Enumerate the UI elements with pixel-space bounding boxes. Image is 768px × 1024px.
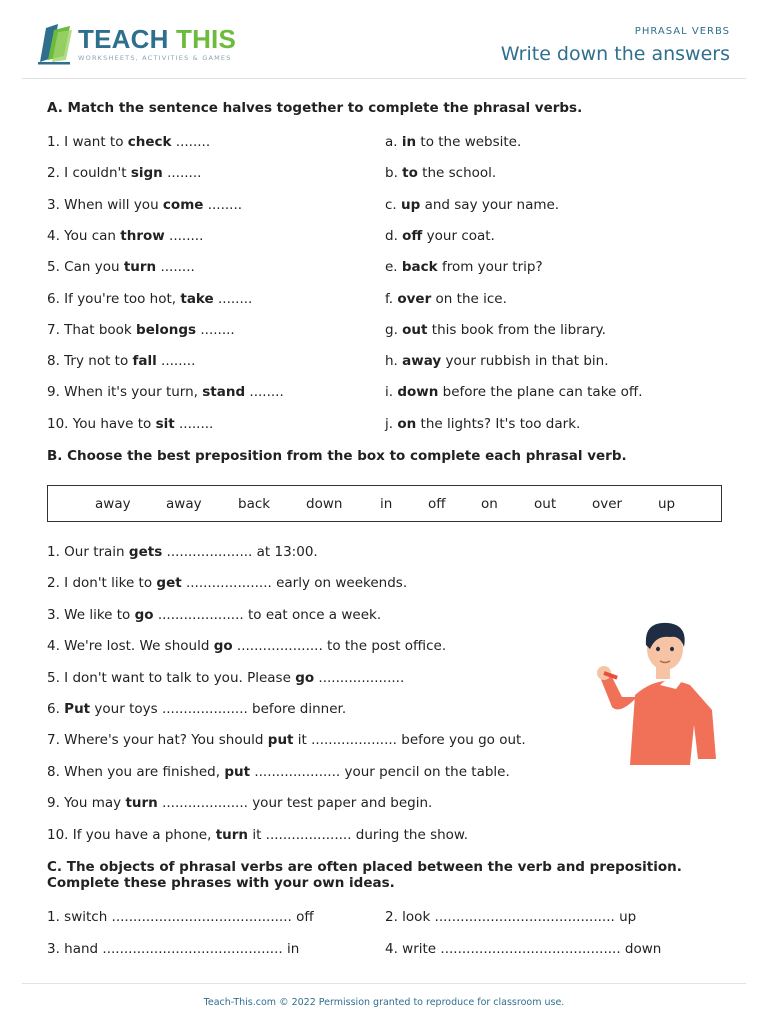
match-item-right: b. to the school.	[385, 165, 497, 182]
match-item-left: 1. I want to check ........	[47, 134, 211, 150]
section-c-title: C. The objects of phrasal verbs are often placed between the verb and preposition. Complete these phrases with your own ideas.	[47, 859, 682, 891]
fill-in-item: 7. Where's your hat? You should put it .................... before you go out.	[47, 732, 526, 749]
box-word: out	[534, 496, 557, 512]
fill-in-item: 6. Put your toys .................... before dinner.	[47, 701, 347, 717]
box-word: away	[95, 496, 131, 512]
match-item-left: 7. That book belongs ........	[47, 321, 235, 338]
match-item-left: 3. When will you come ........	[47, 196, 243, 213]
footer-copyright: Teach-This.com © 2022 Permission granted to reproduce for classroom use.	[22, 983, 746, 1008]
fill-in-item: 1. Our train gets .................... at 13:00.	[47, 544, 318, 560]
worksheet-category: PHRASAL VERBS	[634, 26, 730, 37]
fill-in-item: 9. You may turn .................... your test paper and begin.	[47, 795, 433, 812]
match-item-left: 9. When it's your turn, stand ........	[47, 384, 284, 401]
preposition-word-box	[47, 485, 722, 522]
section-a-title: A. Match the sentence halves together to complete the phrasal verbs.	[47, 100, 583, 116]
match-item-left: 10. You have to sit ........	[47, 415, 214, 432]
match-item-right: e. back from your trip?	[385, 259, 543, 276]
match-item-left: 8. Try not to fall ........	[47, 353, 196, 370]
phrase-item: 3. hand .......................................... in	[47, 941, 300, 957]
phrase-item: 1. switch .......................................... off	[47, 909, 314, 925]
match-item-right: f. over on the ice.	[385, 290, 507, 307]
box-word: down	[306, 496, 343, 512]
fill-in-item: 2. I don't like to get .................... early on weekends.	[47, 575, 408, 592]
fill-in-item: 3. We like to go .................... to eat once a week.	[47, 606, 382, 623]
match-item-right: j. on the lights? It's too dark.	[385, 415, 581, 432]
teach-this-logo	[36, 22, 236, 66]
box-word: away	[166, 496, 202, 512]
fill-in-item: 8. When you are finished, put .................... your pencil on the table.	[47, 763, 510, 780]
phrase-item: 2. look .......................................... up	[385, 909, 637, 925]
match-item-right: i. down before the plane can take off.	[385, 384, 643, 401]
section-b-title: B. Choose the best preposition from the box to complete each phrasal verb.	[47, 448, 627, 464]
match-item-right: c. up and say your name.	[385, 196, 560, 213]
phrase-item: 4. write .......................................... down	[385, 941, 662, 957]
match-item-right: d. off your coat.	[385, 227, 495, 244]
worksheet-title: Write down the answers	[500, 43, 730, 65]
teacher-illustration	[590, 615, 725, 765]
match-item-right: a. in to the website.	[385, 134, 522, 150]
match-item-right: g. out this book from the library.	[385, 321, 606, 338]
book-logo-icon	[36, 22, 74, 66]
logo-subtitle: WORKSHEETS, ACTIVITIES & GAMES	[78, 54, 232, 62]
box-word: on	[481, 496, 498, 512]
page-header	[22, 0, 746, 79]
box-word: over	[592, 496, 623, 512]
match-item-left: 2. I couldn't sign ........	[47, 165, 202, 182]
match-item-right: h. away your rubbish in that bin.	[385, 353, 609, 370]
match-item-left: 6. If you're too hot, take ........	[47, 290, 253, 307]
box-word: back	[238, 496, 271, 512]
logo-title: TEACH THIS	[78, 24, 237, 54]
fill-in-item: 5. I don't want to talk to you. Please go ....................	[47, 669, 405, 686]
box-word: up	[658, 496, 676, 512]
fill-in-item: 4. We're lost. We should go .................... to the post office.	[47, 638, 447, 655]
match-item-left: 4. You can throw ........	[47, 227, 204, 244]
box-word: off	[428, 496, 446, 512]
fill-in-item: 10. If you have a phone, turn it .................... during the show.	[47, 826, 469, 843]
box-word: in	[380, 496, 393, 512]
match-item-left: 5. Can you turn ........	[47, 259, 195, 276]
